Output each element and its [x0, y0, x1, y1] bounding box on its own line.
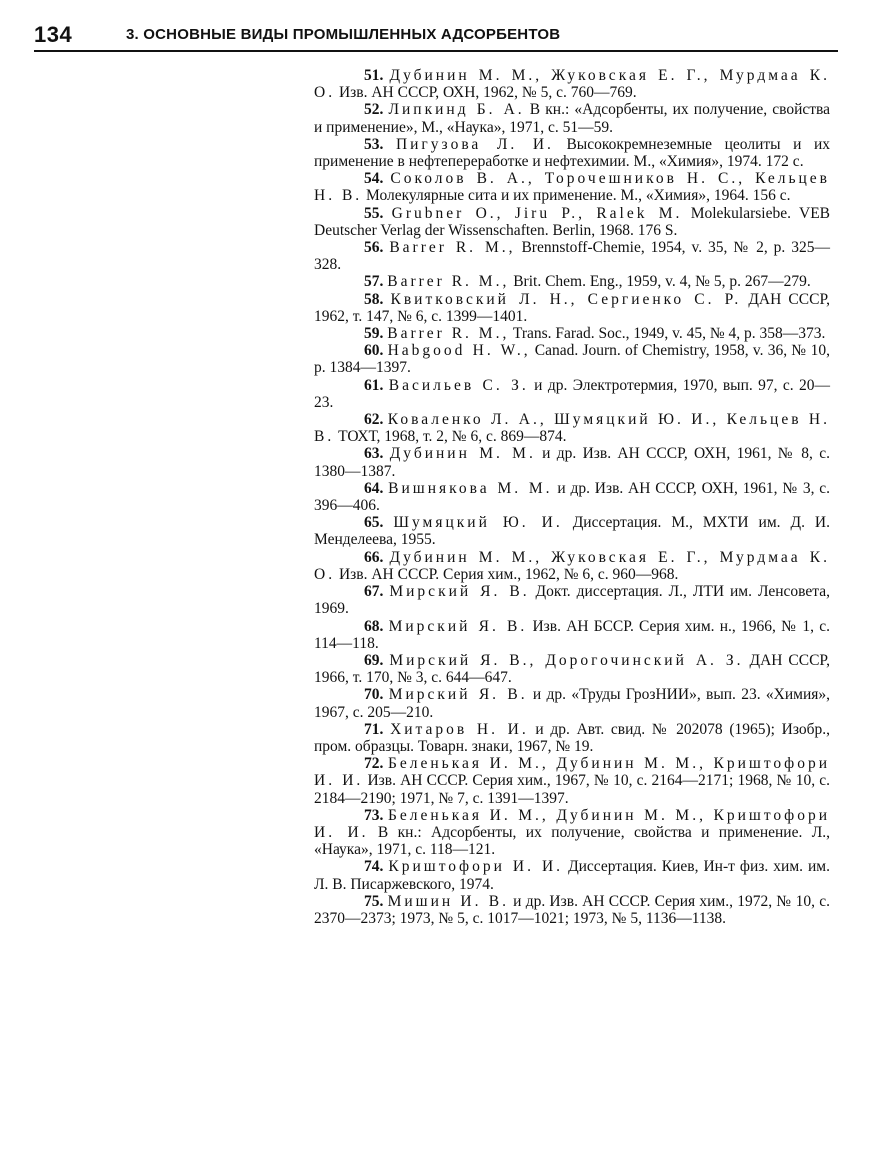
reference-authors: Мишин И. В. [387, 892, 509, 910]
reference-authors: Мирский Я. В. [389, 583, 530, 601]
reference-number: 68. [364, 617, 384, 635]
reference-authors: Habgood H. W., [387, 342, 531, 360]
reference-authors: Grubner O., Jiru P., Ralek M. [391, 204, 683, 222]
reference-details: Изв. АН СССР, ОХН, 1962, № 5, с. 760—769. [335, 84, 637, 102]
reference-authors: Дубинин М. М. [389, 445, 536, 463]
reference-item [314, 618, 830, 652]
reference-number: 61. [364, 376, 384, 394]
reference-authors: Соколов В. А., Торочешников Н. С., Кельцев Н. В. [314, 170, 831, 205]
reference-number: 53. [364, 135, 384, 153]
reference-authors: Мирский Я. В. [388, 617, 528, 635]
reference-details: и др. Авт. свид. № 202078 (1965); Изобр., пром. образцы. Товарн. знаки, 1967, № 19. [314, 720, 830, 755]
reference-number: 73. [364, 806, 384, 824]
reference-item [314, 273, 830, 290]
reference-number: 56. [364, 239, 384, 257]
reference-details: Molekularsiebe. VEB Deutscher Verlag der Wissenschaften. Berlin, 1968. 176 S. [314, 204, 831, 239]
reference-item [314, 755, 830, 807]
reference-number: 63. [364, 445, 384, 463]
reference-details: Изв. АН БССР. Серия хим. н., 1966, № 1, с. 114—118. [314, 617, 830, 652]
reference-details: Изв. АН СССР. Серия хим., 1967, № 10, с. 2164—2171; 1968, № 10, с. 2184—2190; 1971, № 7, с. 1391—1397. [314, 772, 830, 807]
reference-item [314, 170, 830, 204]
reference-details: Диссертация. М., МХТИ им. Д. И. Менделеева, 1955. [314, 514, 830, 549]
reference-authors: Дубинин М. М., Жуковская Е. Г., Мурдмаа К. О. [314, 548, 830, 583]
reference-number: 57. [364, 273, 384, 291]
reference-details: и др. Изв. АН СССР, ОХН, 1961, № 3, с. 396—406. [314, 479, 830, 515]
reference-details: Докт. диссертация. Л., ЛТИ им. Ленсовета, 1969. [314, 583, 831, 618]
reference-item [314, 858, 830, 892]
reference-item [314, 239, 830, 273]
reference-item [314, 291, 830, 325]
reference-item [314, 514, 830, 548]
page-number: 134 [34, 22, 73, 47]
reference-details: ДАН СССР, 1962, т. 147, № 6, с. 1399—1401. [314, 290, 830, 325]
reference-authors: Мирский Я. В., Дорогочинский А. З. [389, 651, 744, 669]
reference-details: Canad. Journ. of Chemistry, 1958, v. 36, № 10, p. 1384—1397. [314, 342, 831, 377]
reference-details: ДАН СССР, 1966, т. 170, № 3, с. 644—647. [314, 651, 830, 687]
running-title: 3. ОСНОВНЫЕ ВИДЫ ПРОМЫШЛЕННЫХ АДСОРБЕНТОВ [126, 26, 561, 43]
reference-authors: Barrer R. M., [389, 239, 516, 257]
reference-details: В кн.: Адсорбенты, их получение, свойства и применение. Л., «Наука», 1971, с. 118—121. [314, 823, 830, 859]
reference-number: 52. [364, 101, 384, 119]
reference-authors: Хитаров Н. И. [390, 720, 529, 738]
page-header [34, 22, 838, 48]
reference-number: 69. [364, 651, 384, 669]
reference-authors: Криштофори И. И. [388, 858, 564, 876]
reference-item [314, 686, 830, 720]
reference-authors: Шумяцкий Ю. И. [393, 514, 563, 532]
reference-item [314, 136, 830, 170]
reference-number: 72. [364, 755, 384, 773]
reference-number: 70. [364, 686, 384, 704]
reference-details: Высококремнеземные цеолиты и их применение в нефтепереработке и нефтехимии. М., «Химия», 1974. 172 с. [314, 135, 831, 171]
reference-number: 71. [364, 720, 384, 738]
reference-details: и др. «Труды ГрозНИИ», вып. 23. «Химия», 1967, с. 205—210. [314, 686, 830, 721]
reference-authors: Беленькая И. М., Дубинин М. М., Криштофори И. И. [314, 755, 831, 790]
reference-details: Диссертация. Киев, Ин-т физ. хим. им. Л. В. Писаржевского, 1974. [314, 858, 830, 893]
reference-authors: Коваленко Л. А., Шумяцкий Ю. И., Кельцев Н. В. [314, 411, 831, 446]
reference-item [314, 325, 830, 342]
reference-number: 62. [364, 411, 384, 429]
reference-item [314, 583, 830, 617]
reference-number: 74. [364, 858, 384, 876]
reference-details: и др. Электротермия, 1970, вып. 97, с. 20—23. [314, 376, 831, 411]
reference-authors: Липкинд Б. А. [388, 101, 525, 119]
reference-authors: Barrer R. M., [387, 273, 510, 291]
reference-item [314, 549, 830, 583]
reference-number: 51. [364, 67, 384, 84]
reference-item [314, 652, 830, 686]
reference-authors: Беленькая И. М., Дубинин М. М., Криштофори И. И. [314, 806, 831, 841]
reference-number: 55. [364, 204, 384, 222]
reference-details: Молекулярные сита и их применение. М., «Химия», 1964. 156 с. [362, 187, 791, 205]
reference-number: 66. [364, 548, 384, 566]
reference-number: 54. [364, 170, 384, 188]
reference-authors: Васильев С. З. [388, 376, 529, 394]
header-rule [34, 50, 838, 52]
reference-authors: Пигузова Л. И. [395, 135, 554, 153]
reference-item [314, 480, 830, 514]
reference-authors: Мирский Я. В. [388, 686, 528, 704]
reference-number: 67. [364, 583, 384, 601]
reference-item [314, 342, 830, 376]
reference-item [314, 101, 830, 135]
reference-number: 60. [364, 342, 384, 360]
reference-authors: Barrer R. M., [387, 325, 510, 343]
reference-list [314, 67, 830, 927]
reference-number: 58. [364, 290, 384, 308]
reference-details: и др. Изв. АН СССР, ОХН, 1961, № 8, с. 1380—1387. [314, 445, 831, 480]
reference-authors: Дубинин М. М., Жуковская Е. Г., Мурдмаа К. О. [314, 67, 830, 102]
reference-number: 64. [364, 479, 384, 497]
reference-number: 59. [364, 325, 384, 343]
reference-details: ТОХТ, 1968, т. 2, № 6, с. 869—874. [334, 428, 567, 446]
reference-details: Brit. Chem. Eng., 1959, v. 4, № 5, p. 267—279. [509, 273, 811, 291]
reference-item [314, 205, 830, 239]
reference-item [314, 411, 830, 445]
reference-item [314, 67, 830, 101]
reference-item [314, 377, 830, 411]
reference-authors: Квитковский Л. Н., Сергиенко С. Р. [390, 290, 742, 308]
reference-number: 75. [364, 892, 384, 910]
reference-number: 65. [364, 514, 384, 532]
reference-details: В кн.: «Адсорбенты, их получение, свойства и применение», М., «Наука», 1971, с. 51—59. [314, 101, 831, 136]
reference-details: и др. Изв. АН СССР. Серия хим., 1972, № 10, с. 2370—2373; 1973, № 5, с. 1017—1021; 1973, № 5, 1136—1138. [314, 892, 831, 927]
reference-item [314, 721, 830, 755]
reference-details: Brennstoff-Chemie, 1954, v. 35, № 2, p. 325—328. [314, 239, 830, 274]
reference-item [314, 893, 830, 927]
reference-details: Trans. Farad. Soc., 1949, v. 45, № 4, p. 358—373. [509, 325, 826, 343]
reference-authors: Вишнякова М. М. [388, 479, 553, 497]
reference-details: Изв. АН СССР. Серия хим., 1962, № 6, с. 960—968. [335, 565, 679, 583]
reference-item [314, 445, 830, 479]
reference-item [314, 807, 830, 859]
